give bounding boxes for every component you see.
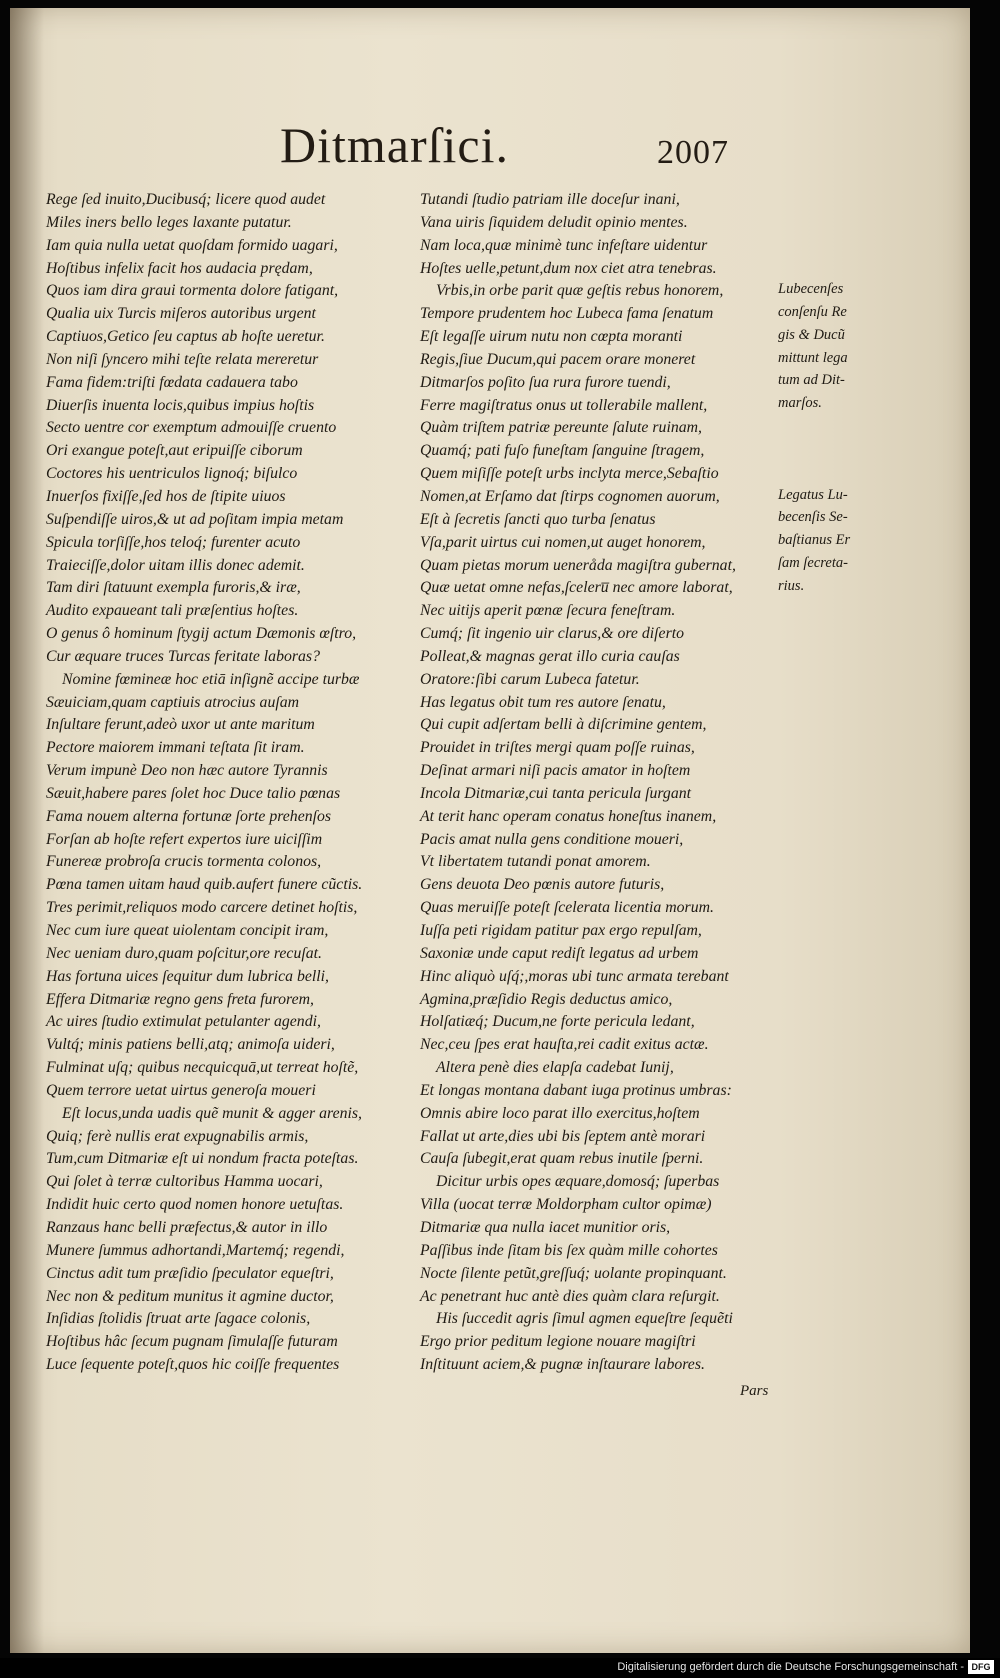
verse-line: Vſa,parit uirtus cui nomen,ut auget honorem, <box>420 533 706 551</box>
verse-line: Inſidias ſtolidis ſtruat arte ſagace colonis, <box>46 1310 311 1328</box>
marginal-note-line <box>778 438 888 461</box>
marginal-note-line <box>778 415 888 438</box>
verse-line: Oratore:ſibi carum Lubeca fatetur. <box>420 670 640 688</box>
verse-line: Rege ſed inuito,Ducibusq́; licere quod audet <box>46 191 326 208</box>
verse-line: O genus ô hominum ſtygij actum Dæmonis œſtro, <box>46 625 357 643</box>
verse-line: Holſatiæq́; Ducum,ne forte pericula ledant, <box>420 1013 695 1031</box>
marginal-note-line: Legatus Lu- <box>778 486 848 503</box>
marginal-note-line: tum ad Dit- <box>778 372 845 389</box>
verse-line: Villa (uocat terræ Moldorpham cultor opimæ) <box>420 1196 712 1214</box>
verse-line: Pœna tamen uitam haud quib.aufert funere cũctis. <box>46 876 363 894</box>
verse-line: Traieciſſe,dolor uitam illis donec ademit. <box>46 556 305 574</box>
marginal-notes <box>778 278 888 598</box>
verse-line: Qui ſolet à terræ cultoribus Hamma uocari, <box>46 1173 323 1191</box>
verse-line: Prouidet in triſtes mergi quam poſſe ruinas, <box>420 739 695 757</box>
verse-line: Altera penè dies elapſa cadebat Iunij, <box>436 1059 674 1077</box>
page-gutter-shadow <box>10 8 44 1653</box>
verse-line: Forſan ab hoſte refert expertos iure uiciſſim <box>46 830 323 848</box>
verse-line: Iam quia nulla uetat quoſdam formido uagari, <box>46 236 338 254</box>
verse-line: Quæ uetat omne nefas,ſceleru̅ nec amore laborat, <box>420 579 733 597</box>
verse-line: Coctores his uentriculos lignoq́; biſulco <box>46 465 298 483</box>
verse-line: Nam loca,quæ minimè tunc infeſtare uidentur <box>420 236 708 254</box>
book-page <box>10 8 970 1653</box>
verse-line: Quos iam dira graui tormenta dolore fatigant, <box>46 282 339 300</box>
dfg-logo: DFG <box>968 1660 994 1674</box>
verse-line: Funereæ probroſa crucis tormenta colonos, <box>46 853 322 871</box>
verse-line: Spicula torſiſſe,hos teloq́; furenter acuto <box>46 533 301 551</box>
verse-line: Inuerſos fixiſſe,ſed hos de ſtipite uiuos <box>46 487 286 505</box>
verse-line: Et longas montana dabant iuga protinus umbras: <box>420 1081 732 1099</box>
marginal-note-line: rius. <box>778 577 805 594</box>
verse-line: Inſultare ferunt,adeò uxor ut ante maritum <box>46 716 315 734</box>
verse-line: Miles iners bello leges laxante putatur. <box>46 213 292 231</box>
verse-line: Saxoniæ unde caput rediſt legatus ad urbem <box>420 944 699 962</box>
verse-line: Incola Ditmariæ,cui tanta pericula ſurgant <box>420 784 692 802</box>
verse-line: Nec ueniam duro,quam poſcitur,ore recuſat. <box>46 944 322 962</box>
verse-line: Effera Ditmariæ regno gens freta furorem, <box>46 990 314 1008</box>
verse-line: Qui cupit adſertam belli à diſcrimine gentem, <box>420 716 707 734</box>
verse-line: Quiq; ferè nullis erat expugnabilis armis, <box>46 1127 309 1145</box>
marginal-note-line: ſam ſecreta- <box>778 555 848 572</box>
marginal-note-line: baſtianus Er <box>778 532 851 549</box>
verse-line: Has fortuna uices ſequitur dum lubrica belli, <box>46 967 330 985</box>
verse-line: Eſt à ſecretis ſancti quo turba ſenatus <box>420 510 656 528</box>
verse-line: Tam diri ſtatuunt exempla furoris,& iræ, <box>46 579 301 597</box>
verse-line: Deſinat armari niſi pacis amator in hoſtem <box>420 762 691 780</box>
verse-line: Hoſtibus infelix facit hos audacia prędam, <box>46 259 313 277</box>
verse-line: Hinc aliquò uſq́;,moras ubi tunc armata terebant <box>420 967 729 985</box>
verse-line: Eſt locus,unda uadis quẽ munit & agger arenis, <box>62 1104 362 1122</box>
verse-line: Munere ſummus adhortandi,Martemq́; regendi, <box>46 1241 345 1259</box>
marginal-note-line: Lubecenſes <box>778 281 844 297</box>
verse-line: Has legatus obit tum res autore ſenatu, <box>420 693 666 711</box>
verse-line: Luce ſequente poteſt,quos hic coiſſe frequentes <box>46 1356 340 1374</box>
running-title: Ditmarſici. <box>280 117 509 173</box>
verse-line: Paſſibus inde ſitam bis ſex quàm mille cohortes <box>420 1241 718 1259</box>
marginal-note-line: conſenſu Re <box>778 303 847 320</box>
verse-line: Nomen,at Erſamo dat ſtirps cognomen auorum, <box>420 487 720 505</box>
verse-line: Non niſi ſyncero mihi teſte relata mereretur <box>46 350 319 368</box>
verse-line: Audito expaueant tali præſentius hoſtes. <box>46 602 299 620</box>
verse-line: Ranzaus hanc belli præfectus,& autor in illo <box>46 1218 328 1236</box>
verse-line: Dicitur urbis opes æquare,domosq́; ſuperbas <box>436 1173 720 1191</box>
marginal-note-line: gis & Ducũ <box>778 326 845 343</box>
verse-line: Qualia uix Turcis miſeros autoribus urgent <box>46 305 316 323</box>
verse-line: Ori exangue poteſt,aut eripuiſſe ciborum <box>46 442 303 460</box>
verse-line: Tum,cum Ditmariæ eſt ui nondum fracta poteſtas. <box>46 1150 359 1168</box>
verse-line: Cinctus adit tum præſidio ſpeculator equeſtri, <box>46 1264 334 1282</box>
verse-line: Regis,ſiue Ducum,qui pacem orare moneret <box>420 350 696 368</box>
verse-line: Indidit huic certo quod nomen honore uetuſtas. <box>46 1196 344 1214</box>
verse-line: His ſuccedit agris ſimul agmen equeſtre ſequẽti <box>436 1310 733 1328</box>
verse-line: Ergo prior peditum legione nouare magiſtri <box>420 1333 696 1351</box>
verse-line: Pacis amat nulla gens conditione moueri, <box>420 830 684 848</box>
verse-line: Tempore prudentem hoc Lubeca fama ſenatum <box>420 305 714 323</box>
verse-line: Fama nouem alterna fortunæ ſorte prehenſos <box>46 807 332 825</box>
verse-line: Ditmarſos poſito ſua rura furore tuendi, <box>420 373 671 391</box>
marginal-note-line: becenſis Se- <box>778 509 848 526</box>
verse-line: At terit hanc operam conatus honeſtus inanem, <box>420 807 717 825</box>
verse-line: Fulminat uſq; quibus necquicquā,ut terreat hoſtẽ, <box>46 1059 359 1077</box>
verse-line: Cumq́; ſit ingenio uir clarus,& ore diſerto <box>420 625 685 643</box>
verse-line: Verum impunè Deo non hæc autore Tyrannis <box>46 762 328 780</box>
page-number: 2007 <box>657 134 729 171</box>
verse-line: Gens deuota Deo pœnis autore futuris, <box>420 876 665 894</box>
verse-line: Ferre magiſtratus onus ut tollerabile mallent, <box>420 396 708 414</box>
marginal-note-line: mittunt lega <box>778 349 848 366</box>
verse-line: Quem terrore uetat uirtus generoſa moueri <box>46 1081 316 1099</box>
verse-line: Captiuos,Getico ſeu captus ab hoſte ueretur. <box>46 328 325 346</box>
verse-line: Quàm triſtem patriæ pereunte ſalute ruinam, <box>420 419 702 437</box>
verse-line: Quas meruiſſe poteſt ſcelerata licentia morum. <box>420 899 714 917</box>
verse-line: Hoſtes uelle,petunt,dum nox ciet atra tenebras. <box>420 259 717 277</box>
verse-line: Agmina,præſidio Regis deductus amico, <box>420 990 673 1008</box>
footer-credit: Digitalisierung gefördert durch die Deutsche Forschungsgemeinschaft - <box>617 1661 964 1673</box>
verse-line: Quamq́; pati fuſo funeſtam ſanguine ſtragem, <box>420 442 705 460</box>
left-text-column <box>46 189 401 1377</box>
catchword: Pars <box>740 1383 769 1399</box>
verse-line: Pectore maiorem immani teſtata ſit iram. <box>46 739 305 757</box>
verse-line: Secto uentre cor exemptum admouiſſe cruento <box>46 419 337 437</box>
verse-line: Ditmariæ qua nulla iacet munitior oris, <box>420 1218 671 1236</box>
right-text-column <box>420 189 780 1377</box>
verse-line: Nec uitijs aperit pœnæ ſecura feneſtram. <box>420 602 676 620</box>
verse-line: Vt libertatem tutandi ponat amorem. <box>420 853 651 871</box>
verse-line: Quam pietas morum ueneråda magiſtra gubernat, <box>420 556 736 574</box>
verse-line: Nec non & peditum munitus it agmine ductor, <box>46 1287 334 1305</box>
verse-line: Vrbis,in orbe parit quæ geſtis rebus honorem, <box>436 282 724 300</box>
verse-line: Sæuiciam,quam captiuis atrocius auſam <box>46 693 300 711</box>
verse-line: Quem miſiſſe poteſt urbs inclyta merce,Sebaſtio <box>420 465 719 483</box>
verse-line: Suſpendiſſe uiros,& ut ad poſitam impia metam <box>46 510 344 528</box>
verse-line: Polleat,& magnas gerat illo curia cauſas <box>420 647 680 665</box>
verse-line: Fama fidem:triſti fœdata cadauera tabo <box>46 373 298 391</box>
verse-line: Cur æquare truces Turcas feritate laboras? <box>46 647 320 665</box>
marginal-note-line: marſos. <box>778 395 822 412</box>
verse-line: Ac uires ſtudio extimulat petulanter agendi, <box>46 1013 321 1031</box>
marginal-note-line <box>778 461 888 484</box>
verse-line: Inſtituunt aciem,& pugnæ inſtaurare labores. <box>420 1356 705 1374</box>
verse-line: Vultq́; minis patiens belli,atq; animoſa uideri, <box>46 1036 335 1054</box>
verse-line: Tutandi ſtudio patriam ille doceſur inani, <box>420 191 680 208</box>
verse-line: Fallat ut arte,dies ubi bis ſeptem antè morari <box>420 1127 706 1145</box>
verse-line: Vana uiris ſiquidem deludit opinio mentes. <box>420 213 688 231</box>
verse-line: Nec cum iure queat uiolentam concipit iram, <box>46 922 329 939</box>
verse-line: Nomine fœmineæ hoc etiā inſignẽ accipe turbæ <box>62 670 360 688</box>
verse-line: Nec,ceu ſpes erat hauſta,rei cadit exitus actæ. <box>420 1036 709 1054</box>
verse-line: Omnis abire loco parat illo exercitus,hoſtem <box>420 1104 700 1122</box>
verse-line: Nocte ſilente petũt,greſſuq́; uolante propinquant. <box>420 1264 727 1282</box>
verse-line: Tres perimit,reliquos modo carcere detinet hoſtis, <box>46 899 358 917</box>
verse-line: Hoſtibus hâc ſecum pugnam ſimulaſſe futuram <box>46 1333 338 1351</box>
verse-line: Sæuit,habere pares ſolet hoc Duce talio pœnas <box>46 784 341 802</box>
verse-line: Cauſa ſubegit,erat quam rebus inutile ſperni. <box>420 1150 704 1168</box>
verse-line: Eſt legaſſe uirum nutu non cœpta moranti <box>420 328 683 346</box>
verse-line: Iuſſa peti rigidam patitur pax ergo repulſam, <box>420 922 702 939</box>
verse-line: Diuerſis inuenta locis,quibus impius hoſtis <box>46 396 315 414</box>
verse-line: Ac penetrant huc antè dies quàm clara reſurgit. <box>420 1287 720 1305</box>
